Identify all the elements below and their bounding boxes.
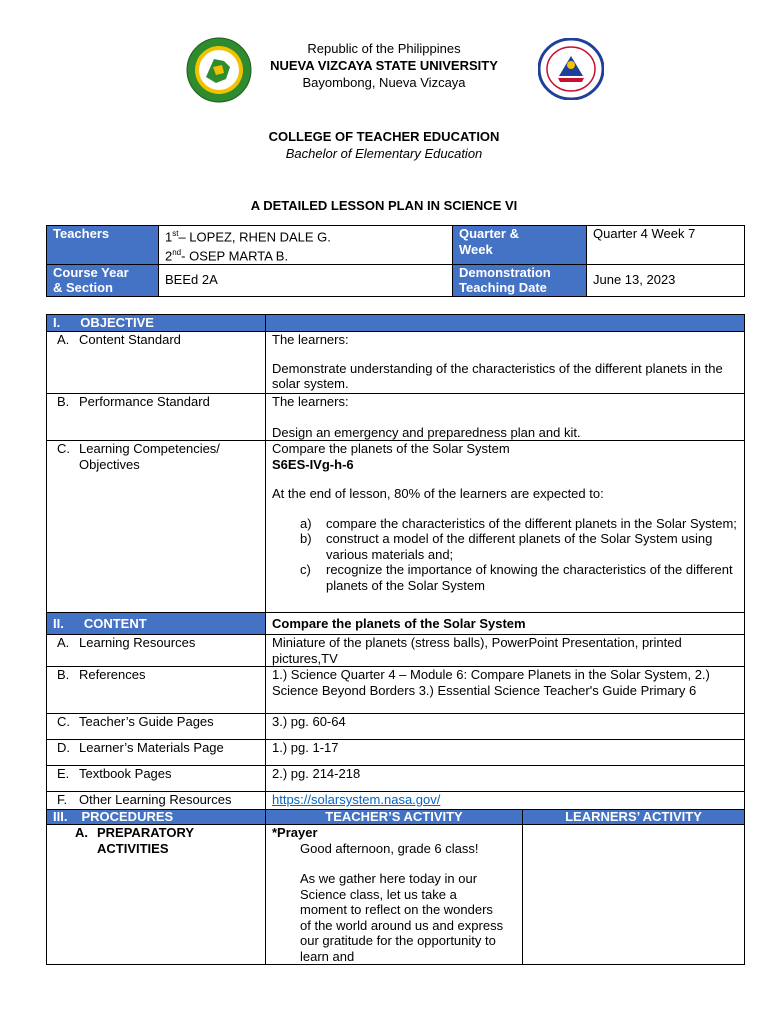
objective-heading: I. OBJECTIVE — [47, 315, 266, 332]
references-label: B. References — [47, 667, 266, 714]
demo-date-label: Demonstration Teaching Date — [453, 264, 587, 296]
textbook-pages-value: 2.) pg. 214-218 — [266, 766, 745, 792]
teachers-value: 1st– LOPEZ, RHEN DALE G. 2nd- OSEP MARTA B. — [159, 226, 453, 265]
preparatory-activities-label: A. PREPARATORY ACTIVITIES — [47, 825, 266, 965]
learning-resources-value: Miniature of the planets (stress balls), PowerPoint Presentation, printed pictures,TV — [266, 635, 745, 667]
prayer-label: *Prayer — [272, 825, 318, 840]
teachers-guide-label: C. Teacher’s Guide Pages — [47, 714, 266, 740]
content-standard-label: A. Content Standard — [47, 332, 266, 394]
university-location: Bayombong, Nueva Vizcaya — [302, 75, 466, 90]
info-table — [46, 225, 745, 297]
republic-line: Republic of the Philippines — [307, 41, 461, 56]
objective-item: b) construct a model of the different planets of the Solar System using various materials and; — [300, 531, 713, 562]
nasa-link[interactable]: https://solarsystem.nasa.gov/ — [272, 792, 441, 807]
quarter-label: Quarter & Week — [453, 226, 587, 265]
prayer-text: As we gather here today in our Science class, let us take a moment to reflect on the wonders of the world around us and express our gratitude for the opportunity to learn and — [300, 871, 504, 964]
references-value: 1.) Science Quarter 4 – Module 6: Compare Planets in the Solar System, 2.) Science Beyond Borders 3.) Essential Science Teacher's Guide Primary 6 — [266, 667, 745, 714]
other-resources-label: F. Other Learning Resources — [47, 792, 266, 810]
learners-activity-header: LEARNERS’ ACTIVITY — [523, 810, 745, 825]
competencies-value: Compare the planets of the Solar System S6ES-IVg-h-6 At the end of lesson, 80% of the learners are expected to: a) compare the characteristics of the different planets in the Solar System; b) construct a model of the different planets of the Solar System using various materials and; c) recognize the importance of knowing the characteristics of the different planets of the Solar System — [266, 441, 745, 613]
other-resources-value — [266, 792, 745, 810]
content-heading: II. CONTENT — [47, 613, 266, 635]
content-value: Compare the planets of the Solar System — [266, 613, 745, 635]
teacher-activity-header: TEACHER’S ACTIVITY — [266, 810, 523, 825]
demo-date-value: June 13, 2023 — [587, 264, 745, 296]
learners-activity-cell — [523, 825, 745, 965]
program-name: Bachelor of Elementary Education — [285, 146, 483, 161]
lesson-plan-title: A DETAILED LESSON PLAN IN SCIENCE VI — [250, 198, 518, 213]
university-name: NUEVA VIZCAYA STATE UNIVERSITY — [270, 58, 498, 73]
competency-code: S6ES-IVg-h-6 — [272, 456, 354, 472]
course-label: Course Year & Section — [47, 264, 159, 296]
objective-item: a) compare the characteristics of the different planets in the Solar System; — [300, 515, 737, 531]
course-value: BEEd 2A — [159, 264, 453, 296]
quarter-value: Quarter 4 Week 7 — [587, 226, 745, 265]
performance-standard-value: The learners: Design an emergency and preparedness plan and kit. — [266, 394, 745, 441]
teachers-guide-value: 3.) pg. 60-64 — [266, 714, 745, 740]
greeting-text: Good afternoon, grade 6 class! — [300, 840, 479, 856]
lesson-table — [46, 314, 745, 965]
document-header — [0, 40, 768, 91]
learners-materials-value: 1.) pg. 1-17 — [266, 740, 745, 766]
teachers-label: Teachers — [47, 226, 159, 265]
learners-materials-label: D. Learner’s Materials Page — [47, 740, 266, 766]
textbook-pages-label: E. Textbook Pages — [47, 766, 266, 792]
teacher-activity-cell — [266, 825, 523, 965]
objective-item: c) recognize the importance of knowing the characteristics of the different planets of the Solar System — [300, 562, 733, 593]
performance-standard-label: B. Performance Standard — [47, 394, 266, 441]
college-block — [0, 128, 768, 162]
procedures-heading: III. PROCEDURES — [47, 810, 266, 825]
competencies-label: C. Learning Competencies/ Objectives — [47, 441, 266, 613]
content-standard-value: The learners: Demonstrate understanding of the characteristics of the different planets in the solar system. — [266, 332, 745, 394]
college-name: COLLEGE OF TEACHER EDUCATION — [268, 129, 500, 144]
objective-heading-blank — [266, 315, 745, 332]
learning-resources-label: A. Learning Resources — [47, 635, 266, 667]
